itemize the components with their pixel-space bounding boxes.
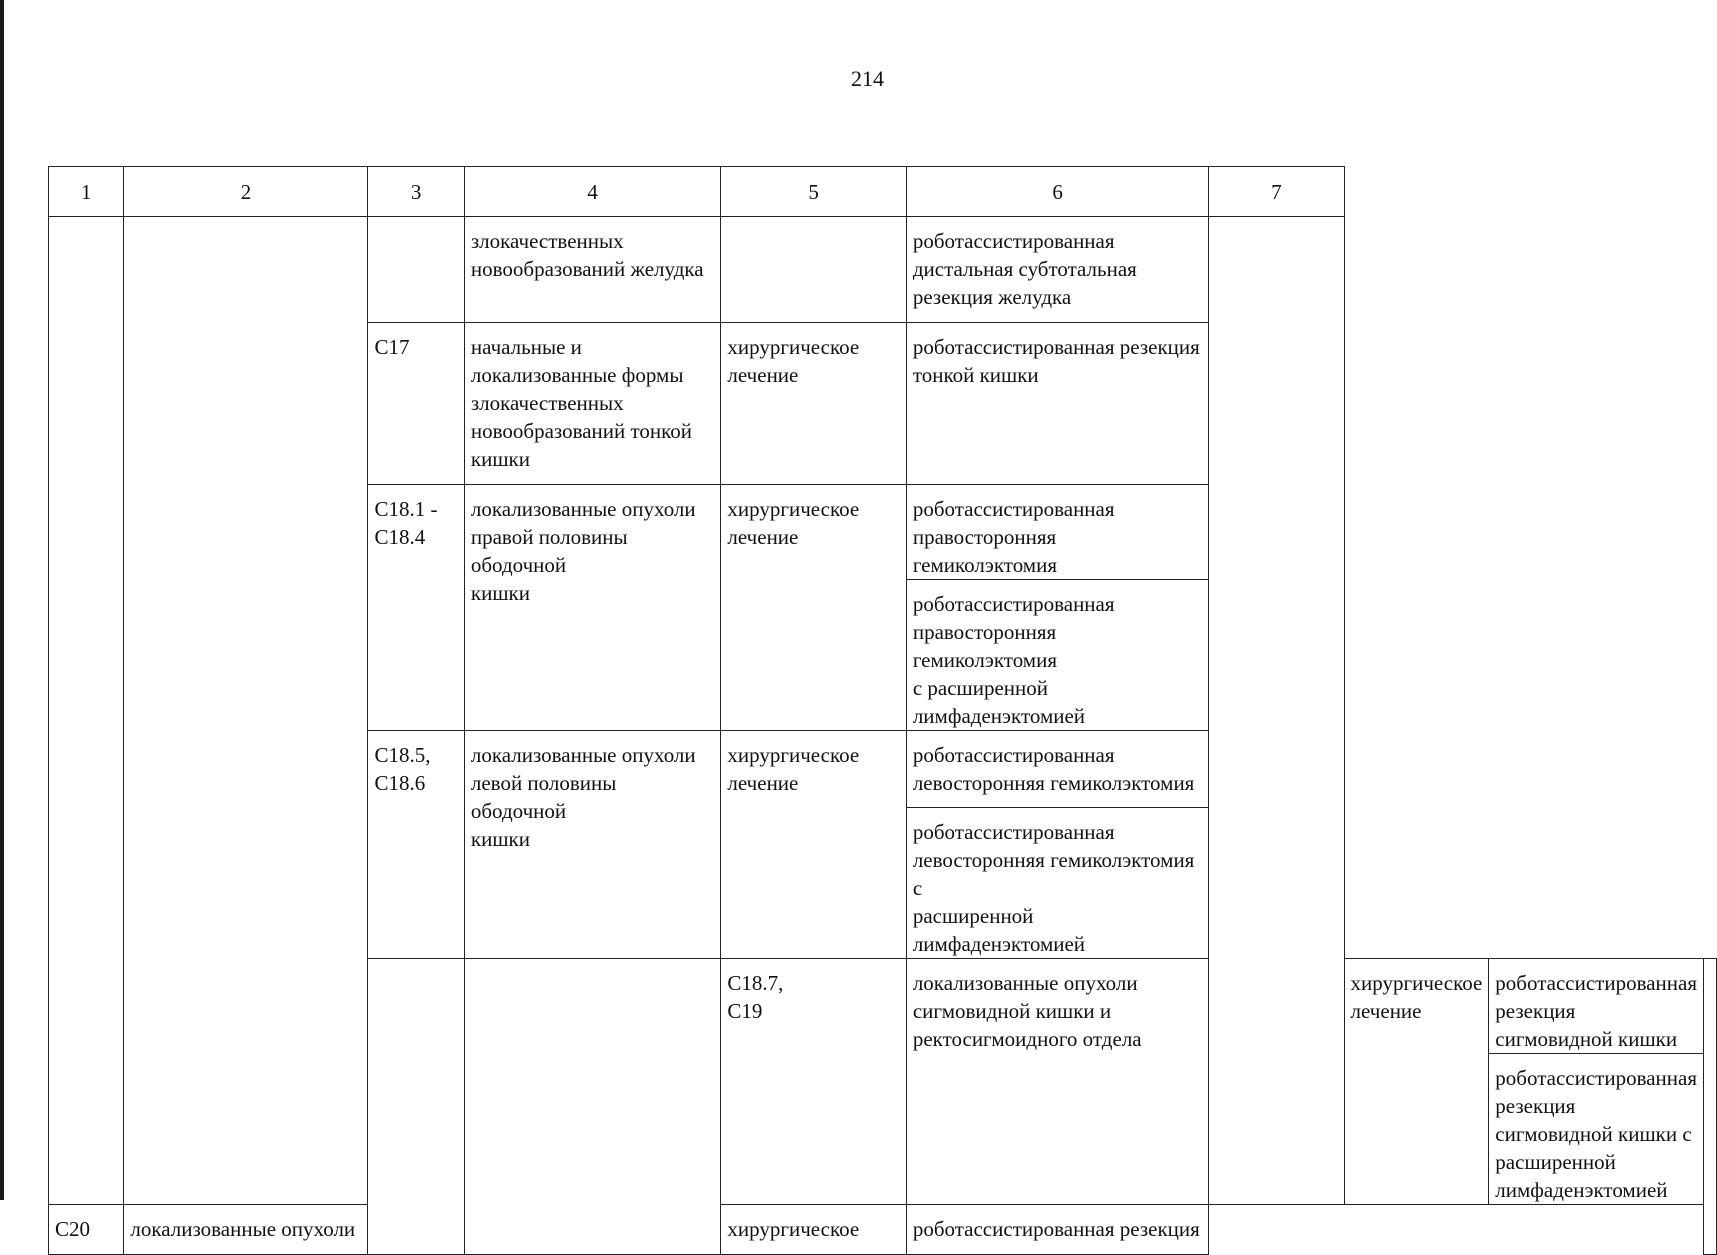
treatment-type-cell — [721, 217, 906, 323]
diagnosis-cell: локализованные опухоли правой половины ободочной кишки — [464, 485, 721, 731]
table-row — [49, 217, 1717, 323]
method-cell: роботассистированная правосторонняя гемиколэктомия с расширенной лимфаденэктомией — [906, 580, 1208, 731]
method-cell: роботассистированная резекция сигмовидной кишки с расширенной лимфаденэктомией — [1489, 1054, 1704, 1205]
treatment-type-cell: хирургическое — [721, 1205, 906, 1255]
table-row — [49, 1205, 1717, 1255]
code-cell: C18.1 - C18.4 — [368, 485, 464, 731]
method-cell: роботассистированная резекция тонкой кишки — [906, 323, 1208, 485]
code-cell: C20 — [49, 1205, 124, 1255]
treatment-type-cell: хирургическое лечение — [721, 485, 906, 731]
method-cell: роботассистированная правосторонняя гемиколэктомия — [906, 485, 1208, 580]
method-cell: роботассистированная левосторонняя гемиколэктомия с расширенной лимфаденэктомией — [906, 808, 1208, 959]
header-cell-6: 6 — [906, 167, 1208, 217]
col2-cell-group-b — [464, 959, 721, 1255]
col1-cell-group-a — [49, 217, 124, 1205]
method-cell: роботассистированная резекция сигмовидной кишки — [1489, 959, 1704, 1054]
header-cell-5: 5 — [721, 167, 906, 217]
diagnosis-cell: злокачественных новообразований желудка — [464, 217, 721, 323]
diagnosis-cell: локализованные опухоли левой половины ободочной кишки — [464, 731, 721, 959]
method-cell: роботассистированная левосторонняя гемиколэктомия — [906, 731, 1208, 808]
col1-cell-group-b — [368, 959, 464, 1255]
code-cell — [368, 217, 464, 323]
col2-cell-group-a — [124, 217, 368, 1205]
header-cell-1: 1 — [49, 167, 124, 217]
code-cell: C17 — [368, 323, 464, 485]
diagnosis-cell: начальные и локализованные формы злокачественных новообразований тонкой кишки — [464, 323, 721, 485]
treatment-table — [48, 166, 1717, 1255]
treatment-type-cell: хирургическое лечение — [1344, 959, 1489, 1205]
col7-cell-group-b — [1704, 959, 1717, 1255]
header-row — [49, 167, 1717, 217]
diagnosis-cell: локализованные опухоли сигмовидной кишки и ректосигмоидного отдела — [906, 959, 1208, 1205]
col7-cell-group-a — [1209, 217, 1344, 1205]
method-cell: роботассистированная дистальная субтотальная резекция желудка — [906, 217, 1208, 323]
header-cell-2: 2 — [124, 167, 368, 217]
header-cell-7: 7 — [1209, 167, 1344, 217]
scan-edge — [0, 0, 4, 1200]
code-cell: C18.5, C18.6 — [368, 731, 464, 959]
method-cell: роботассистированная резекция — [906, 1205, 1208, 1255]
diagnosis-cell: локализованные опухоли — [124, 1205, 368, 1255]
header-cell-4: 4 — [464, 167, 721, 217]
page-number: 214 — [851, 66, 884, 91]
code-cell: C18.7, C19 — [721, 959, 906, 1205]
treatment-type-cell: хирургическое лечение — [721, 731, 906, 959]
treatment-type-cell: хирургическое лечение — [721, 323, 906, 485]
header-cell-3: 3 — [368, 167, 464, 217]
